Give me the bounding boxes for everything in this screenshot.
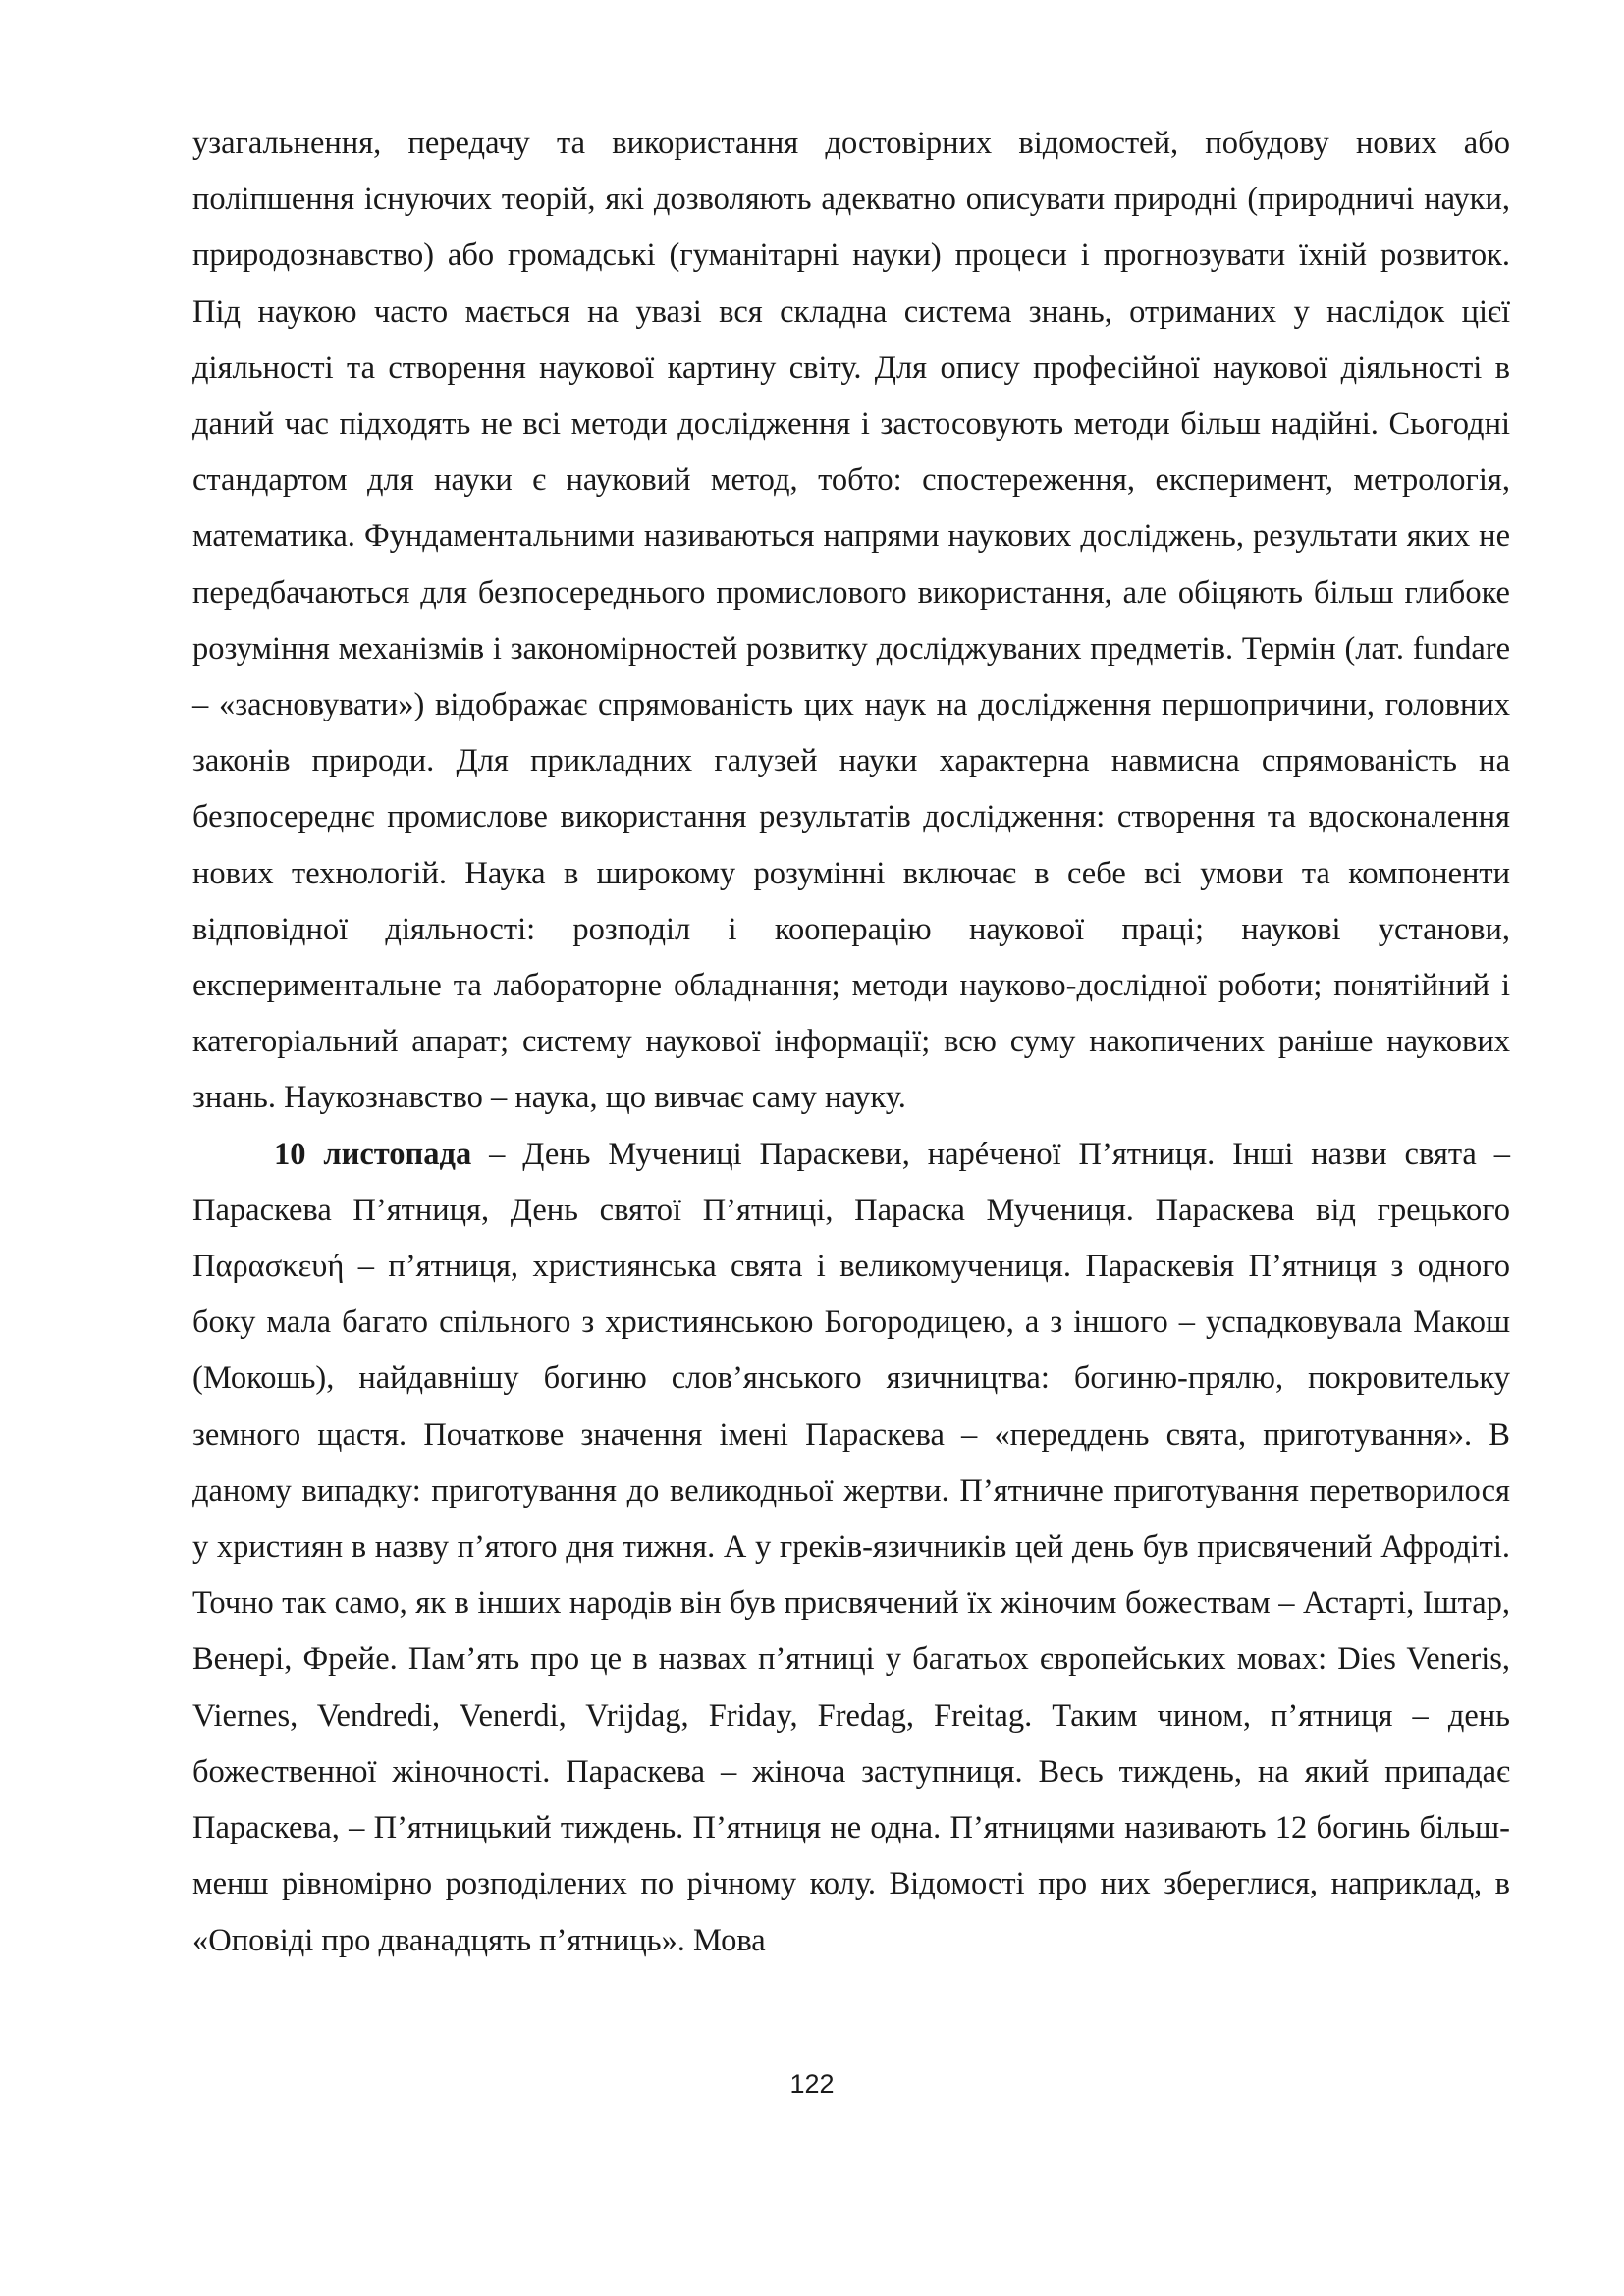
paragraph-science-definition: узагальнення, передачу та використання достовірних відомостей, побудову нових або поліпшення існуючих теорій, які дозволяють адекватно описувати природні (природничі науки, природознавство) або громадські (гуманітарні науки) процеси і прогнозувати їхній розвиток. Під наукою часто мається на увазі вся складна система знань, отриманих у наслідок цієї діяльності та створення наукової картину світу. Для опису професійної наукової діяльності в даний час підходять не всі методи дослідження і застосовують методи більш надійні. Сьогодні стандартом для науки є науковий метод, тобто: спостереження, експеримент, метрологія, математика. Фундаментальними називаються напрями наукових досліджень, результати яких не передбачаються для безпосереднього промислового використання, але обіцяють більш глибоке розуміння механізмів і закономірностей розвитку досліджуваних предметів. Термін (лат. fundare – «засновувати») відображає спрямованість цих наук на дослідження першопричини, головних законів природи. Для прикладних галузей науки характерна навмисна спрямованість на безпосереднє промислове використання результатів дослідження: створення та вдосконалення нових технологій. Наука в широкому розумінні включає в себе всі умови та компоненти відповідної діяльності: розподіл і кооперацію наукової праці; наукові установи, експериментальне та лабораторне обладнання; методи науково-дослідної роботи; понятійний і категоріальний апарат; систему наукової інформації; всю суму накопичених раніше наукових знань. Наукознавство – наука, що вивчає саму науку. bbox=[192, 126, 1510, 1116]
date-heading: 10 листопада bbox=[274, 1136, 472, 1172]
page-number: 122 bbox=[789, 2069, 835, 2099]
paragraph-paraskeva-body: – День Мучениці Параскеви, нарéченої П’ятниця. Інші назви свята – Параскева П’ятниця, День святої П’ятниці, Параска Мучениця. Параскева від грецького Παρασκευή – п’ятниця, християнська свята і великомучениця. Параскевія П’ятниця з одного боку мала багато спільного з християнською Богородицею, а з іншого – успадковувала Макош (Мокошь), найдавнішу богиню слов’янського язичництва: богиню-прялю, покровительку земного щастя. Початкове значення імені Параскева – «переддень свята, приготування». В даному випадку: приготування до великодньої жертви. П’ятничне приготування перетворилося у християн в назву п’ятого дня тижня. А у греків-язичників цей день був присвячений Афродіті. Точно так само, як в інших народів він був присвячений їх жіночим божествам – Астарті, Іштар, Венері, Фрейе. Пам’ять про це в назвах п’ятниці у багатьох європейських мовах: Dies Veneris, Viernes, Vendredi, Venerdi, Vrijdag, Friday, Fredag, Freitag. Таким чином, п’ятниця – день божественної жіночності. Параскева – жіноча заступниця. Весь тиждень, на який припадає Параскева, – П’ятницький тиждень. П’ятниця не одна. П’ятницями називають 12 богинь більш-менш рівномірно розподілених по річному колу. Відомості про них збереглися, наприклад, в «Оповіді про дванадцять п’ятниць». Мова bbox=[192, 1136, 1510, 1958]
body-text bbox=[192, 116, 1510, 1969]
paragraph-paraskeva bbox=[192, 1127, 1510, 1969]
